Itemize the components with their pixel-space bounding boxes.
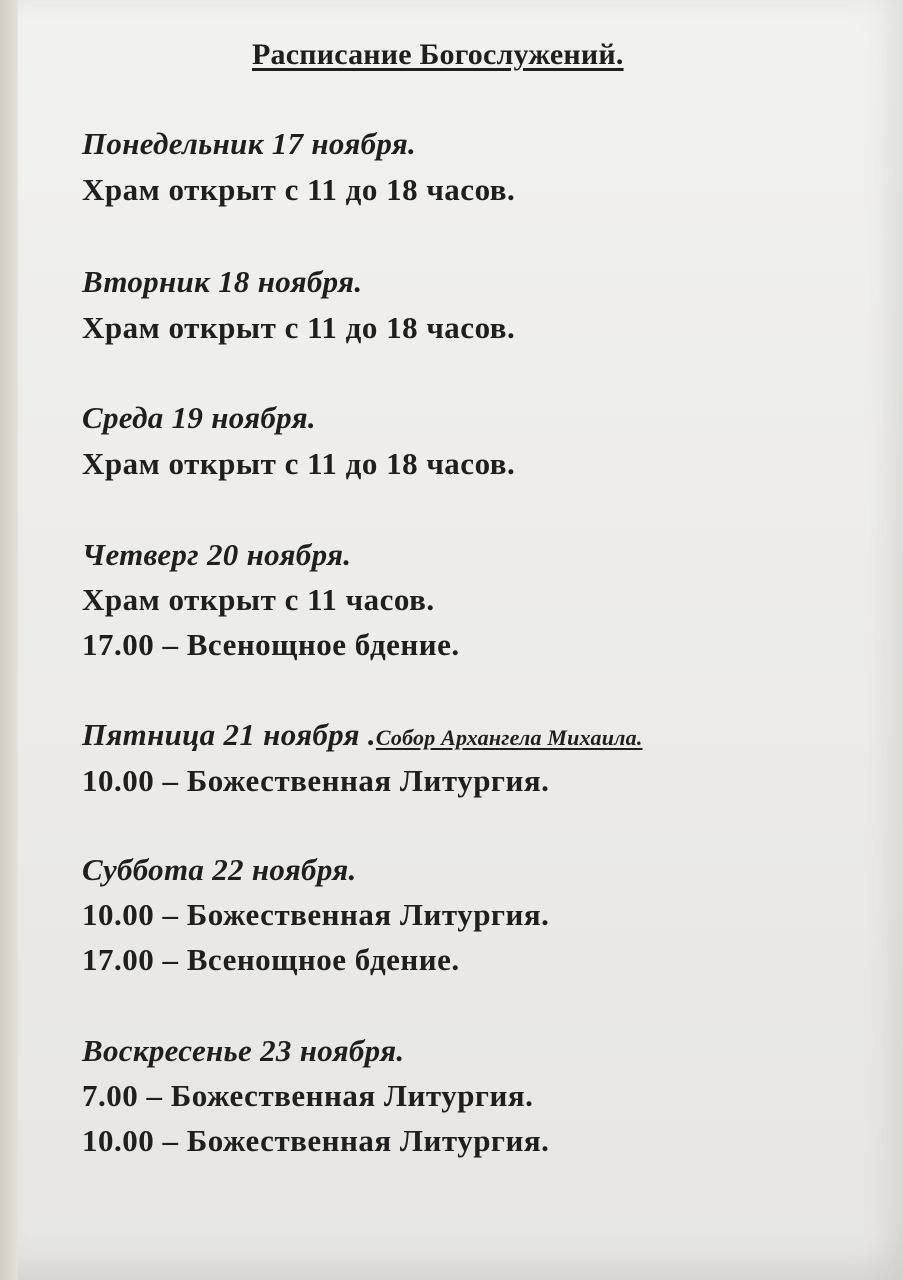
schedule-line-thursday-1: Храм открыт с 11 часов. [82, 582, 435, 617]
schedule-line-sunday-1: 7.00 – Божественная Литургия. [82, 1078, 534, 1113]
day-heading-saturday: Суббота 22 ноября. [82, 852, 357, 887]
day-heading-friday-date: Пятница 21 ноября . [82, 717, 376, 752]
schedule-line-thursday-2: 17.00 – Всенощное бдение. [82, 627, 460, 662]
sheet-edge-shadow [0, 0, 18, 1280]
day-heading-sunday: Воскресенье 23 ноября. [82, 1033, 405, 1068]
schedule-line-friday-1: 10.00 – Божественная Литургия. [82, 763, 550, 798]
day-heading-thursday: Четверг 20 ноября. [82, 537, 352, 572]
feast-note: Собор Архангела Михаила. [375, 725, 643, 750]
day-heading-tuesday: Вторник 18 ноября. [82, 264, 363, 299]
schedule-line-saturday-1: 10.00 – Божественная Литургия. [82, 897, 550, 932]
day-heading-friday [82, 717, 643, 753]
schedule-line-saturday-2: 17.00 – Всенощное бдение. [82, 942, 460, 977]
day-heading-wednesday: Среда 19 ноября. [82, 400, 316, 435]
schedule-line-sunday-2: 10.00 – Божественная Литургия. [82, 1123, 550, 1158]
schedule-line-tuesday-1: Храм открыт с 11 до 18 часов. [82, 310, 516, 345]
schedule-line-monday-1: Храм открыт с 11 до 18 часов. [82, 172, 516, 207]
day-heading-monday: Понедельник 17 ноября. [82, 126, 417, 161]
page-title: Расписание Богослужений. [252, 38, 624, 71]
schedule-line-wednesday-1: Храм открыт с 11 до 18 часов. [82, 446, 516, 481]
